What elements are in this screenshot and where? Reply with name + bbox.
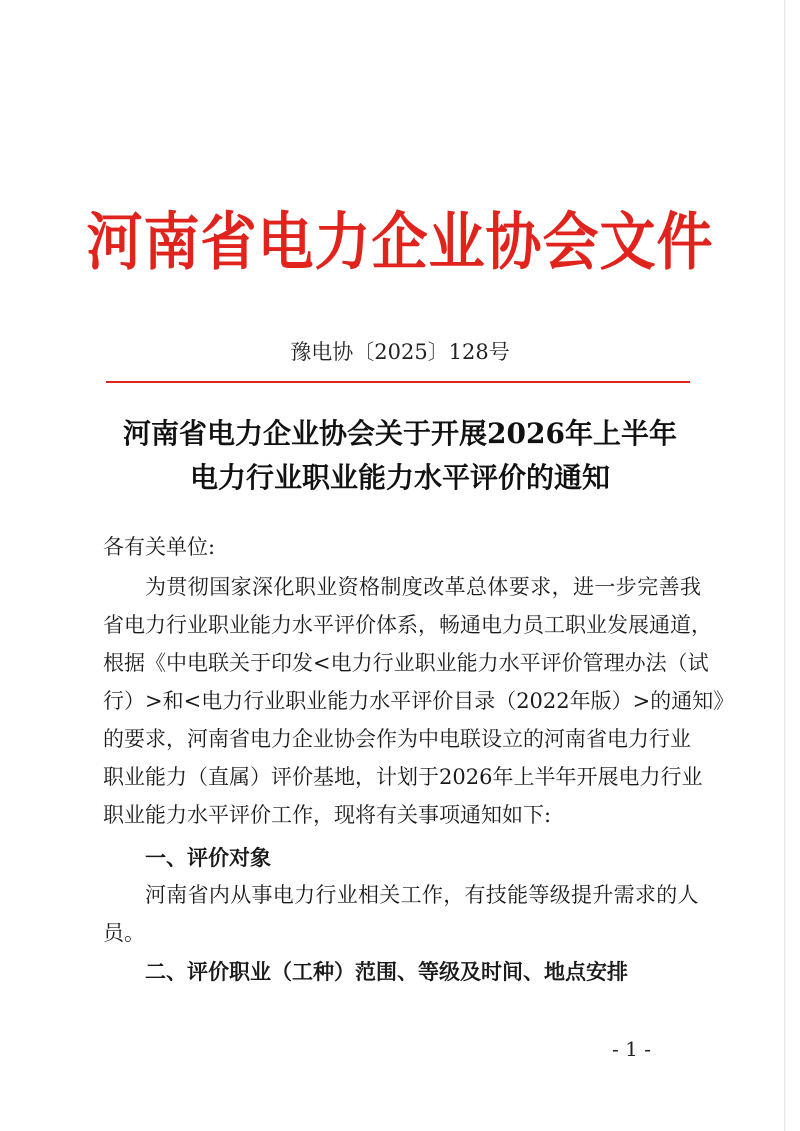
paragraph-line: 职业能力水平评价工作，现将有关事项通知如下: <box>103 803 552 827</box>
document-masthead: 河南省电力企业协会文件 <box>86 205 714 279</box>
section-1-paragraph <box>103 880 699 948</box>
paragraph-line: 员。 <box>103 921 145 945</box>
page-edge <box>784 0 786 1131</box>
salutation: 各有关单位: <box>103 535 216 559</box>
red-separator-line <box>106 381 690 383</box>
title-line: 河南省电力企业协会关于开展2026年上半年 <box>123 417 677 450</box>
section-heading-1: 一、评价对象 <box>145 846 271 870</box>
paragraph-line: 为贯彻国家深化职业资格制度改革总体要求，进一步完善我 <box>145 575 702 599</box>
paragraph-line: 省电力行业职业能力水平评价体系，畅通电力员工职业发展通道， <box>103 613 712 637</box>
section-heading-2: 二、评价职业（工种）范围、等级及时间、地点安排 <box>145 960 628 984</box>
paragraph-line: 根据《中电联关于印发<电力行业职业能力水平评价管理办法（试 <box>103 651 709 675</box>
paragraph-line: 职业能力（直属）评价基地，计划于2026年上半年开展电力行业 <box>103 765 703 789</box>
document-number: 豫电协〔2025〕128号 <box>290 340 510 364</box>
document-title <box>0 412 800 500</box>
paragraph-line: 行）>和<电力行业职业能力水平评价目录（2022年版）>的通知》 <box>103 689 735 713</box>
title-line: 电力行业职业能力水平评价的通知 <box>189 461 610 494</box>
page-number: - 1 - <box>612 1037 651 1061</box>
paragraph-line: 河南省内从事电力行业相关工作，有技能等级提升需求的人 <box>145 883 699 907</box>
intro-paragraph <box>103 572 735 830</box>
paragraph-line: 的要求，河南省电力企业协会作为中电联设立的河南省电力行业 <box>103 727 691 751</box>
